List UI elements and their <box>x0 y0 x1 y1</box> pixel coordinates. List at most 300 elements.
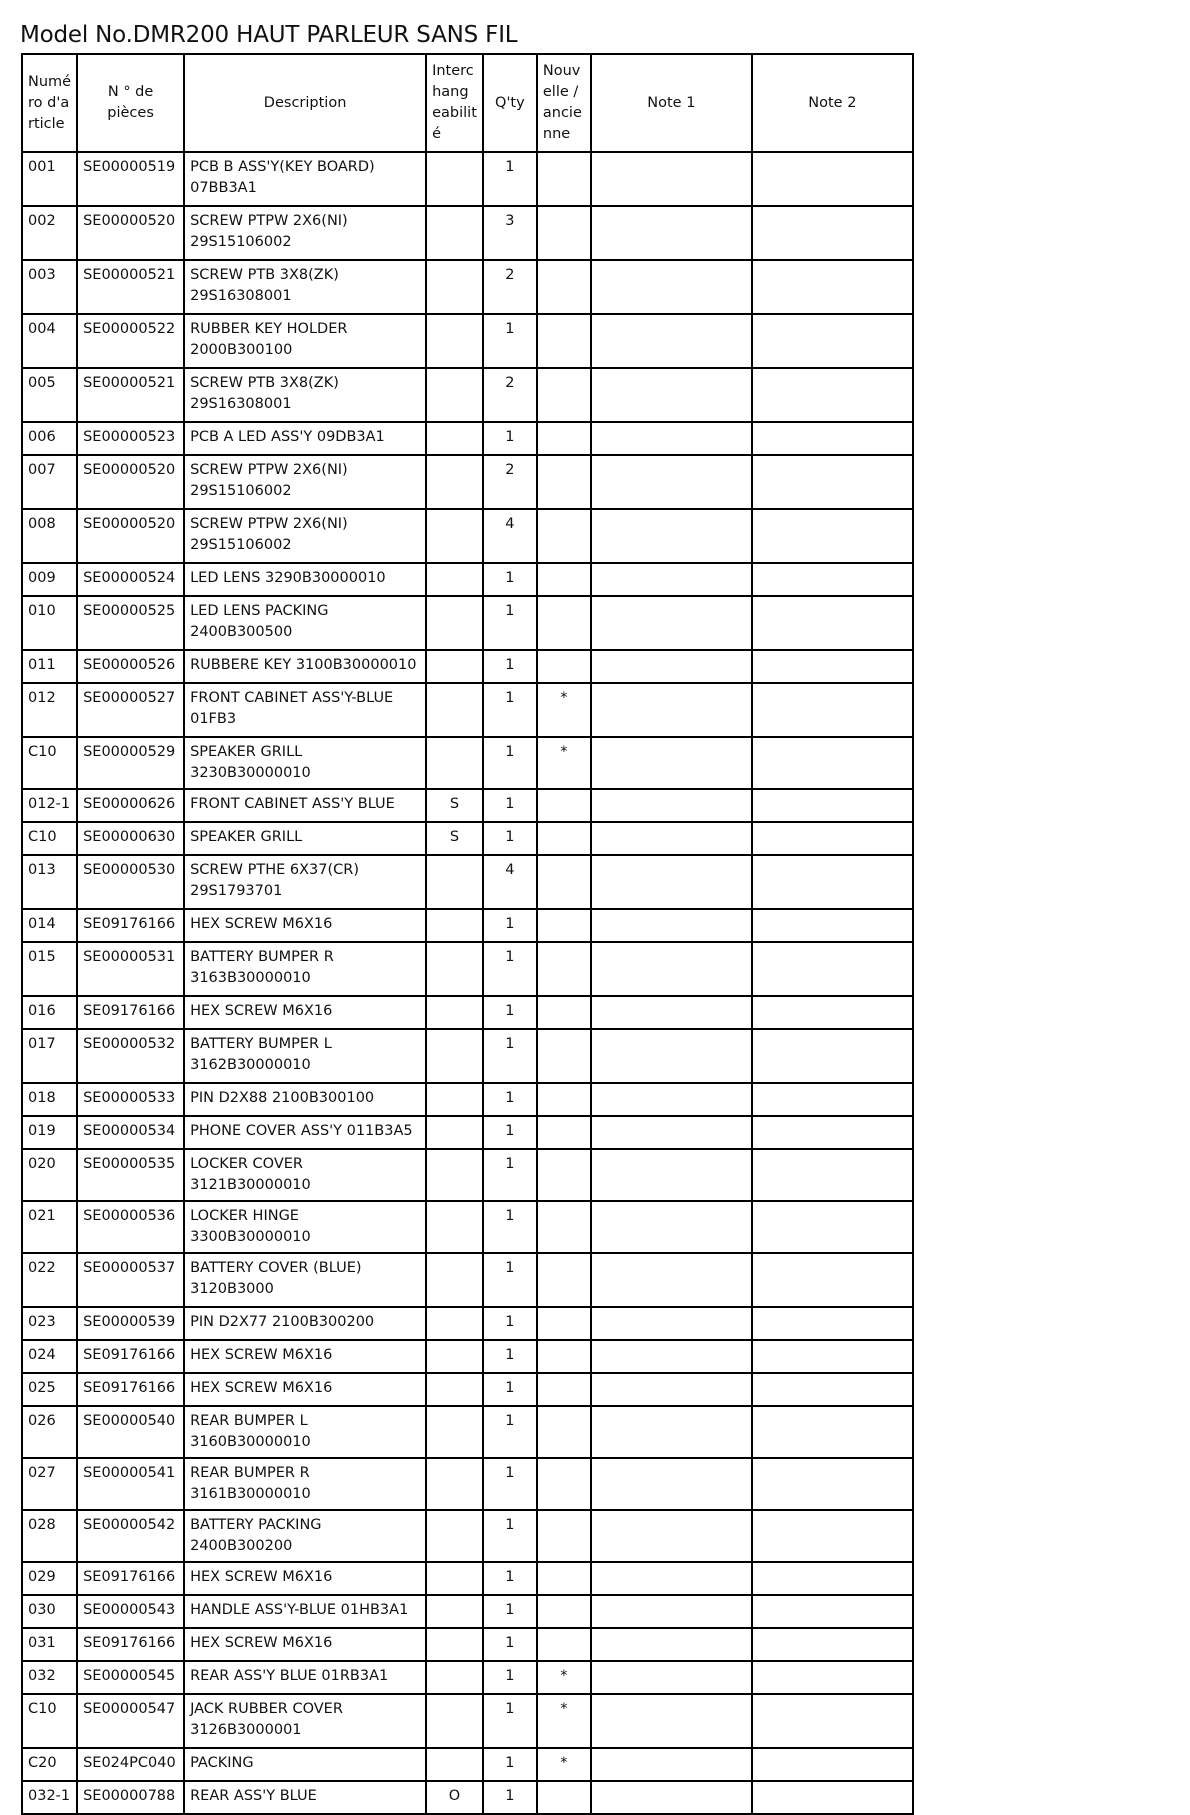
interchangeability-cell: S <box>426 789 483 822</box>
note-1-cell <box>591 942 752 996</box>
item-number-cell: 031 <box>22 1628 77 1661</box>
item-number-cell: 011 <box>22 650 77 683</box>
interchangeability-cell <box>426 737 483 789</box>
interchangeability-cell <box>426 1201 483 1253</box>
part-number-cell: SE00000545 <box>77 1661 184 1694</box>
part-number-cell: SE00000543 <box>77 1595 184 1628</box>
new-old-cell <box>537 822 591 855</box>
quantity-cell: 2 <box>483 368 537 422</box>
description-cell: BATTERY BUMPER R 3163B30000010 <box>184 942 426 996</box>
note-1-cell <box>591 996 752 1029</box>
new-old-cell <box>537 1458 591 1510</box>
quantity-cell: 4 <box>483 509 537 563</box>
quantity-cell: 1 <box>483 1116 537 1149</box>
table-row <box>22 1595 913 1628</box>
quantity-cell: 1 <box>483 942 537 996</box>
description-cell: SCREW PTPW 2X6(NI) 29S15106002 <box>184 455 426 509</box>
table-row <box>22 789 913 822</box>
item-number-cell: 007 <box>22 455 77 509</box>
part-number-cell: SE00000531 <box>77 942 184 996</box>
table-row <box>22 1253 913 1307</box>
table-row <box>22 1340 913 1373</box>
note-1-cell <box>591 1340 752 1373</box>
item-number-cell: 012-1 <box>22 789 77 822</box>
description-cell: JACK RUBBER COVER 3126B3000001 <box>184 1694 426 1748</box>
new-old-cell <box>537 563 591 596</box>
note-2-cell <box>752 314 913 368</box>
interchangeability-cell <box>426 422 483 455</box>
new-old-cell <box>537 1253 591 1307</box>
quantity-cell: 1 <box>483 909 537 942</box>
table-row <box>22 1562 913 1595</box>
table-row <box>22 942 913 996</box>
interchangeability-cell <box>426 1029 483 1083</box>
interchangeability-cell <box>426 1748 483 1781</box>
note-2-cell <box>752 596 913 650</box>
interchangeability-cell: O <box>426 1781 483 1814</box>
part-number-cell: SE09176166 <box>77 909 184 942</box>
quantity-cell: 1 <box>483 1458 537 1510</box>
quantity-cell: 2 <box>483 455 537 509</box>
document-title: Model No.DMR200 HAUT PARLEUR SANS FIL <box>20 22 518 48</box>
description-cell: RUBBERE KEY 3100B30000010 <box>184 650 426 683</box>
part-number-cell: SE00000535 <box>77 1149 184 1201</box>
interchangeability-cell <box>426 206 483 260</box>
part-number-cell: SE00000526 <box>77 650 184 683</box>
new-old-cell <box>537 368 591 422</box>
note-2-cell <box>752 1694 913 1748</box>
description-cell: BATTERY PACKING 2400B300200 <box>184 1510 426 1562</box>
note-1-cell <box>591 1201 752 1253</box>
note-1-cell <box>591 683 752 737</box>
part-number-cell: SE00000520 <box>77 206 184 260</box>
item-number-cell: 024 <box>22 1340 77 1373</box>
part-number-cell: SE00000532 <box>77 1029 184 1083</box>
description-cell: LOCKER COVER 3121B30000010 <box>184 1149 426 1201</box>
quantity-cell: 1 <box>483 822 537 855</box>
new-old-cell: * <box>537 737 591 789</box>
new-old-cell <box>537 1307 591 1340</box>
quantity-cell: 1 <box>483 683 537 737</box>
part-number-cell: SE00000521 <box>77 260 184 314</box>
part-number-cell: SE00000534 <box>77 1116 184 1149</box>
interchangeability-cell <box>426 596 483 650</box>
quantity-cell: 1 <box>483 1661 537 1694</box>
note-2-cell <box>752 455 913 509</box>
item-number-cell: 010 <box>22 596 77 650</box>
table-row <box>22 1373 913 1406</box>
new-old-cell <box>537 1406 591 1458</box>
note-2-cell <box>752 1458 913 1510</box>
col-header-note-2: Note 2 <box>752 54 913 152</box>
note-2-cell <box>752 1748 913 1781</box>
note-2-cell <box>752 260 913 314</box>
col-header-description: Description <box>184 54 426 152</box>
new-old-cell <box>537 1029 591 1083</box>
description-cell: SCREW PTPW 2X6(NI) 29S15106002 <box>184 206 426 260</box>
new-old-cell <box>537 1201 591 1253</box>
table-row <box>22 1781 913 1814</box>
note-1-cell <box>591 822 752 855</box>
new-old-cell <box>537 260 591 314</box>
item-number-cell: 001 <box>22 152 77 206</box>
item-number-cell: 008 <box>22 509 77 563</box>
interchangeability-cell <box>426 455 483 509</box>
part-number-cell: SE09176166 <box>77 1373 184 1406</box>
part-number-cell: SE00000525 <box>77 596 184 650</box>
quantity-cell: 1 <box>483 1748 537 1781</box>
item-number-cell: 028 <box>22 1510 77 1562</box>
new-old-cell <box>537 422 591 455</box>
part-number-cell: SE00000529 <box>77 737 184 789</box>
part-number-cell: SE00000523 <box>77 422 184 455</box>
note-1-cell <box>591 855 752 909</box>
description-cell: SCREW PTHE 6X37(CR) 29S1793701 <box>184 855 426 909</box>
interchangeability-cell <box>426 314 483 368</box>
table-row <box>22 1149 913 1201</box>
description-cell: PIN D2X88 2100B300100 <box>184 1083 426 1116</box>
description-cell: HEX SCREW M6X16 <box>184 909 426 942</box>
description-cell: SPEAKER GRILL <box>184 822 426 855</box>
note-1-cell <box>591 1116 752 1149</box>
new-old-cell <box>537 1510 591 1562</box>
note-2-cell <box>752 942 913 996</box>
note-1-cell <box>591 260 752 314</box>
part-number-cell: SE09176166 <box>77 1562 184 1595</box>
interchangeability-cell <box>426 1373 483 1406</box>
part-number-cell: SE00000788 <box>77 1781 184 1814</box>
item-number-cell: 019 <box>22 1116 77 1149</box>
note-2-cell <box>752 1781 913 1814</box>
part-number-cell: SE00000626 <box>77 789 184 822</box>
new-old-cell: * <box>537 1748 591 1781</box>
table-row <box>22 996 913 1029</box>
interchangeability-cell <box>426 1562 483 1595</box>
note-1-cell <box>591 596 752 650</box>
note-1-cell <box>591 1458 752 1510</box>
new-old-cell <box>537 942 591 996</box>
interchangeability-cell <box>426 1458 483 1510</box>
table-row <box>22 314 913 368</box>
note-1-cell <box>591 1562 752 1595</box>
table-row <box>22 455 913 509</box>
item-number-cell: 018 <box>22 1083 77 1116</box>
quantity-cell: 3 <box>483 206 537 260</box>
note-2-cell <box>752 996 913 1029</box>
quantity-cell: 1 <box>483 1510 537 1562</box>
description-cell: SCREW PTB 3X8(ZK) 29S16308001 <box>184 368 426 422</box>
note-2-cell <box>752 1029 913 1083</box>
new-old-cell <box>537 1340 591 1373</box>
interchangeability-cell <box>426 1340 483 1373</box>
interchangeability-cell <box>426 509 483 563</box>
table-row <box>22 152 913 206</box>
parts-table <box>21 53 914 1815</box>
note-1-cell <box>591 650 752 683</box>
item-number-cell: C10 <box>22 822 77 855</box>
note-1-cell <box>591 1373 752 1406</box>
description-cell: HEX SCREW M6X16 <box>184 1562 426 1595</box>
description-cell: BATTERY BUMPER L 3162B30000010 <box>184 1029 426 1083</box>
description-cell: PACKING <box>184 1748 426 1781</box>
item-number-cell: 013 <box>22 855 77 909</box>
item-number-cell: 023 <box>22 1307 77 1340</box>
description-cell: HEX SCREW M6X16 <box>184 1340 426 1373</box>
table-row <box>22 737 913 789</box>
table-row <box>22 1748 913 1781</box>
new-old-cell <box>537 1083 591 1116</box>
interchangeability-cell <box>426 1510 483 1562</box>
quantity-cell: 1 <box>483 789 537 822</box>
new-old-cell <box>537 909 591 942</box>
item-number-cell: C20 <box>22 1748 77 1781</box>
note-1-cell <box>591 455 752 509</box>
part-number-cell: SE00000520 <box>77 509 184 563</box>
interchangeability-cell <box>426 1253 483 1307</box>
note-2-cell <box>752 563 913 596</box>
item-number-cell: 020 <box>22 1149 77 1201</box>
note-2-cell <box>752 909 913 942</box>
description-cell: REAR BUMPER L 3160B30000010 <box>184 1406 426 1458</box>
description-cell: PHONE COVER ASS'Y 011B3A5 <box>184 1116 426 1149</box>
note-2-cell <box>752 1340 913 1373</box>
item-number-cell: 029 <box>22 1562 77 1595</box>
interchangeability-cell <box>426 260 483 314</box>
new-old-cell <box>537 1116 591 1149</box>
note-1-cell <box>591 1083 752 1116</box>
table-row <box>22 368 913 422</box>
note-1-cell <box>591 314 752 368</box>
note-2-cell <box>752 1661 913 1694</box>
new-old-cell <box>537 152 591 206</box>
table-row <box>22 206 913 260</box>
description-cell: SPEAKER GRILL 3230B30000010 <box>184 737 426 789</box>
item-number-cell: 032 <box>22 1661 77 1694</box>
part-number-cell: SE00000539 <box>77 1307 184 1340</box>
description-cell: RUBBER KEY HOLDER 2000B300100 <box>184 314 426 368</box>
quantity-cell: 1 <box>483 1373 537 1406</box>
note-2-cell <box>752 1253 913 1307</box>
table-row <box>22 422 913 455</box>
note-1-cell <box>591 1149 752 1201</box>
quantity-cell: 4 <box>483 855 537 909</box>
quantity-cell: 1 <box>483 422 537 455</box>
table-row <box>22 509 913 563</box>
note-2-cell <box>752 1595 913 1628</box>
table-row <box>22 563 913 596</box>
note-1-cell <box>591 368 752 422</box>
part-number-cell: SE00000527 <box>77 683 184 737</box>
quantity-cell: 1 <box>483 1083 537 1116</box>
item-number-cell: 005 <box>22 368 77 422</box>
part-number-cell: SE00000533 <box>77 1083 184 1116</box>
new-old-cell: * <box>537 1661 591 1694</box>
note-1-cell <box>591 1781 752 1814</box>
item-number-cell: 021 <box>22 1201 77 1253</box>
note-2-cell <box>752 683 913 737</box>
item-number-cell: 003 <box>22 260 77 314</box>
interchangeability-cell: S <box>426 822 483 855</box>
note-1-cell <box>591 1253 752 1307</box>
new-old-cell <box>537 1781 591 1814</box>
table-row <box>22 1628 913 1661</box>
note-1-cell <box>591 1595 752 1628</box>
table-row <box>22 1201 913 1253</box>
new-old-cell <box>537 314 591 368</box>
part-number-cell: SE00000540 <box>77 1406 184 1458</box>
note-1-cell <box>591 1661 752 1694</box>
new-old-cell <box>537 1595 591 1628</box>
note-2-cell <box>752 1373 913 1406</box>
part-number-cell: SE00000522 <box>77 314 184 368</box>
note-2-cell <box>752 1406 913 1458</box>
interchangeability-cell <box>426 1694 483 1748</box>
part-number-cell: SE00000520 <box>77 455 184 509</box>
interchangeability-cell <box>426 650 483 683</box>
note-1-cell <box>591 1694 752 1748</box>
table-body <box>22 152 913 1814</box>
description-cell: LED LENS 3290B30000010 <box>184 563 426 596</box>
note-1-cell <box>591 563 752 596</box>
table-row <box>22 1458 913 1510</box>
note-2-cell <box>752 1307 913 1340</box>
note-2-cell <box>752 1149 913 1201</box>
note-1-cell <box>591 1406 752 1458</box>
part-number-cell: SE00000519 <box>77 152 184 206</box>
note-1-cell <box>591 509 752 563</box>
part-number-cell: SE09176166 <box>77 996 184 1029</box>
interchangeability-cell <box>426 368 483 422</box>
new-old-cell <box>537 1562 591 1595</box>
interchangeability-cell <box>426 1083 483 1116</box>
note-1-cell <box>591 206 752 260</box>
col-header-quantity: Q'ty <box>483 54 537 152</box>
col-header-interchangeability: Interc hang eabilit é <box>426 54 483 152</box>
table-row <box>22 1510 913 1562</box>
note-2-cell <box>752 650 913 683</box>
new-old-cell <box>537 509 591 563</box>
col-header-new-old: Nouv elle / ancie nne <box>537 54 591 152</box>
part-number-cell: SE00000524 <box>77 563 184 596</box>
interchangeability-cell <box>426 942 483 996</box>
table-row <box>22 855 913 909</box>
note-2-cell <box>752 737 913 789</box>
interchangeability-cell <box>426 152 483 206</box>
table-row <box>22 683 913 737</box>
quantity-cell: 1 <box>483 1340 537 1373</box>
description-cell: FRONT CABINET ASS'Y BLUE <box>184 789 426 822</box>
new-old-cell <box>537 855 591 909</box>
item-number-cell: 022 <box>22 1253 77 1307</box>
part-number-cell: SE00000530 <box>77 855 184 909</box>
quantity-cell: 1 <box>483 996 537 1029</box>
part-number-cell: SE00000542 <box>77 1510 184 1562</box>
quantity-cell: 1 <box>483 314 537 368</box>
note-1-cell <box>591 1748 752 1781</box>
table-row <box>22 1661 913 1694</box>
note-2-cell <box>752 509 913 563</box>
note-2-cell <box>752 1083 913 1116</box>
description-cell: REAR ASS'Y BLUE <box>184 1781 426 1814</box>
quantity-cell: 1 <box>483 1781 537 1814</box>
description-cell: LOCKER HINGE 3300B30000010 <box>184 1201 426 1253</box>
quantity-cell: 1 <box>483 1628 537 1661</box>
note-1-cell <box>591 422 752 455</box>
interchangeability-cell <box>426 909 483 942</box>
new-old-cell <box>537 1149 591 1201</box>
item-number-cell: C10 <box>22 737 77 789</box>
note-1-cell <box>591 909 752 942</box>
item-number-cell: 014 <box>22 909 77 942</box>
col-header-part-number: N ° de pièces <box>77 54 184 152</box>
note-1-cell <box>591 737 752 789</box>
note-1-cell <box>591 1307 752 1340</box>
note-2-cell <box>752 1116 913 1149</box>
col-header-item-number: Numé ro d'a rticle <box>22 54 77 152</box>
interchangeability-cell <box>426 1628 483 1661</box>
note-2-cell <box>752 152 913 206</box>
table-row <box>22 596 913 650</box>
item-number-cell: 015 <box>22 942 77 996</box>
new-old-cell <box>537 1373 591 1406</box>
interchangeability-cell <box>426 1307 483 1340</box>
description-cell: HANDLE ASS'Y-BLUE 01HB3A1 <box>184 1595 426 1628</box>
quantity-cell: 1 <box>483 1307 537 1340</box>
note-1-cell <box>591 152 752 206</box>
description-cell: REAR BUMPER R 3161B30000010 <box>184 1458 426 1510</box>
note-1-cell <box>591 789 752 822</box>
description-cell: FRONT CABINET ASS'Y-BLUE 01FB3 <box>184 683 426 737</box>
part-number-cell: SE00000630 <box>77 822 184 855</box>
note-2-cell <box>752 855 913 909</box>
description-cell: LED LENS PACKING 2400B300500 <box>184 596 426 650</box>
note-2-cell <box>752 422 913 455</box>
note-2-cell <box>752 822 913 855</box>
note-2-cell <box>752 1628 913 1661</box>
quantity-cell: 1 <box>483 1201 537 1253</box>
note-1-cell <box>591 1510 752 1562</box>
note-1-cell <box>591 1628 752 1661</box>
quantity-cell: 1 <box>483 596 537 650</box>
item-number-cell: 025 <box>22 1373 77 1406</box>
description-cell: REAR ASS'Y BLUE 01RB3A1 <box>184 1661 426 1694</box>
item-number-cell: 004 <box>22 314 77 368</box>
table-row <box>22 650 913 683</box>
quantity-cell: 1 <box>483 1029 537 1083</box>
quantity-cell: 1 <box>483 1694 537 1748</box>
note-2-cell <box>752 789 913 822</box>
new-old-cell <box>537 789 591 822</box>
quantity-cell: 2 <box>483 260 537 314</box>
item-number-cell: 016 <box>22 996 77 1029</box>
new-old-cell <box>537 650 591 683</box>
note-2-cell <box>752 1562 913 1595</box>
note-2-cell <box>752 1201 913 1253</box>
item-number-cell: C10 <box>22 1694 77 1748</box>
description-cell: HEX SCREW M6X16 <box>184 1373 426 1406</box>
note-2-cell <box>752 368 913 422</box>
item-number-cell: 026 <box>22 1406 77 1458</box>
item-number-cell: 009 <box>22 563 77 596</box>
quantity-cell: 1 <box>483 650 537 683</box>
table-row <box>22 1083 913 1116</box>
quantity-cell: 1 <box>483 1562 537 1595</box>
note-1-cell <box>591 1029 752 1083</box>
part-number-cell: SE00000536 <box>77 1201 184 1253</box>
description-cell: BATTERY COVER (BLUE) 3120B3000 <box>184 1253 426 1307</box>
quantity-cell: 1 <box>483 1253 537 1307</box>
new-old-cell <box>537 596 591 650</box>
